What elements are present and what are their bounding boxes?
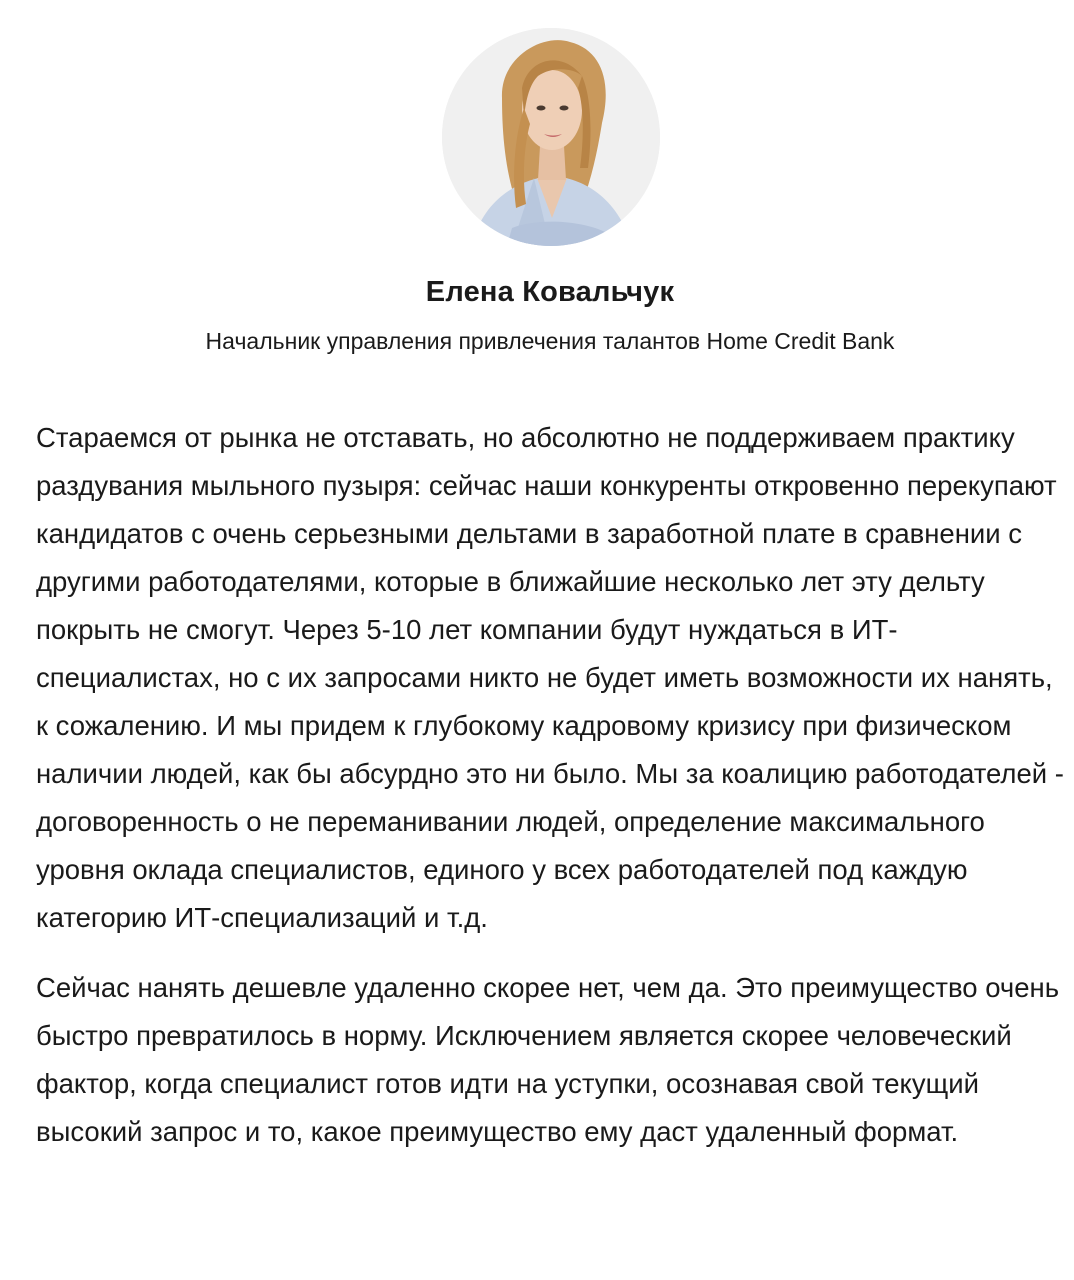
quote-paragraph-1: Стараемся от рынка не отставать, но абсолютно не поддерживаем практику раздувания мыльного пузыря: сейчас наши конкуренты откровенно перекупают кандидатов с очень серьезными дельтами в заработной плате в сравнении с другими работодателями, которые в ближайшие несколько лет эту дельту покрыть не смогут. Через 5-10 лет компании будут нуждаться в ИТ-специалистах, но с их запросами никто не будет иметь возможности их нанять, к сожалению. И мы придем к глубокому кадровому кризису при физическом наличии людей, как бы абсурдно это ни было. Мы за коалицию работодателей - договоренность о не переманивании людей, определение максимального уровня оклада специалистов, единого у всех работодателей под каждую категорию ИТ-специализаций и т.д. xyxy=(36,422,1064,933)
quote-body xyxy=(36,414,1066,1156)
quote-paragraph-2: Сейчас нанять дешевле удаленно скорее нет, чем да. Это преимущество очень быстро превратилось в норму. Исключением является скорее человеческий фактор, когда специалист готов идти на уступки, осознавая свой текущий высокий запрос и то, какое преимущество ему даст удаленный формат. xyxy=(36,972,1060,1147)
profile-photo xyxy=(442,28,660,246)
person-role: Начальник управления привлечения талантов Home Credit Bank xyxy=(205,328,895,354)
portrait-photo-icon xyxy=(442,28,660,246)
person-name: Елена Ковальчук xyxy=(425,276,675,308)
